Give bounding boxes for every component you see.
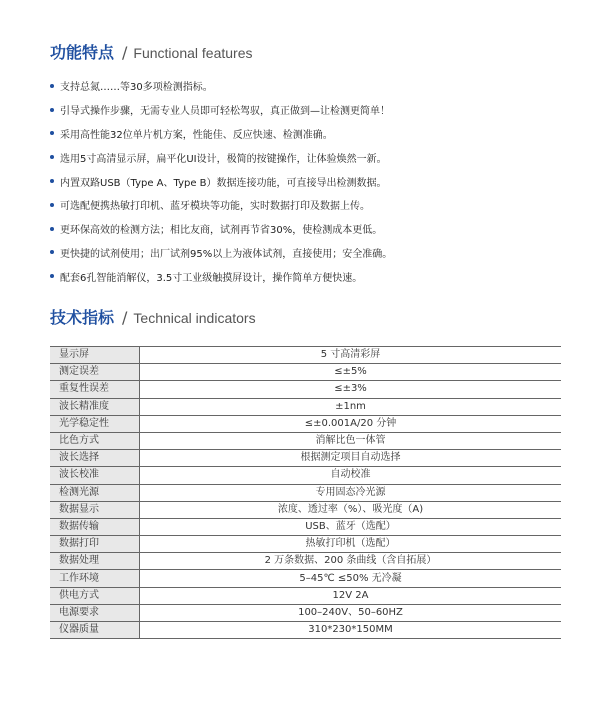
spec-label: 重复性误差: [50, 381, 140, 398]
spec-value: 2 万条数据、200 条曲线（含自拓展）: [140, 553, 562, 570]
features-section-title: [50, 40, 252, 63]
list-item: [50, 98, 392, 122]
spec-label: 波长选择: [50, 450, 140, 467]
spec-label: 显示屏: [50, 347, 140, 364]
spec-value: 5 寸高清彩屏: [140, 347, 562, 364]
bullet-dot-icon: [50, 155, 54, 159]
feature-text: 选用5寸高清显示屏，扁平化UI设计，极简的按键操作，让体验焕然一新。: [60, 153, 387, 165]
feature-text: 更快捷的试剂使用；出厂试剂95%以上为液体试剂，直接使用；安全准确。: [60, 248, 393, 260]
features-list: [50, 74, 392, 288]
features-title-en: Functional features: [133, 45, 253, 61]
spec-table: [50, 346, 561, 639]
spec-value: 专用固态冷光源: [140, 484, 562, 501]
spec-label: 数据传输: [50, 518, 140, 535]
list-item: [50, 169, 392, 193]
spec-label: 数据显示: [50, 501, 140, 518]
bullet-dot-icon: [50, 203, 54, 207]
spec-value: 310*230*150MM: [140, 622, 562, 639]
spec-value: ≤±0.001A/20 分钟: [140, 415, 562, 432]
table-row: [50, 622, 561, 639]
list-item: [50, 74, 392, 98]
bullet-dot-icon: [50, 250, 54, 254]
spec-label: 波长精准度: [50, 398, 140, 415]
spec-value: 100–240V、50–60HZ: [140, 604, 562, 621]
list-item: [50, 241, 392, 265]
technical-title-en: Technical indicators: [133, 310, 256, 326]
spec-value: 热敏打印机（选配）: [140, 536, 562, 553]
spec-value: 浓度、透过率（%）、吸光度（A): [140, 501, 562, 518]
feature-text: 采用高性能32位单片机方案，性能佳、反应快速、检测准确。: [60, 129, 333, 141]
spec-value: 自动校准: [140, 467, 562, 484]
list-item: [50, 145, 392, 169]
bullet-dot-icon: [50, 227, 54, 231]
table-row: [50, 604, 561, 621]
table-row: [50, 347, 561, 364]
feature-text: 配套6孔智能消解仪，3.5寸工业级触摸屏设计，操作简单方便快速。: [60, 272, 363, 284]
spec-value: ±1nm: [140, 398, 562, 415]
spec-label: 比色方式: [50, 432, 140, 449]
list-item: [50, 217, 392, 241]
table-row: [50, 364, 561, 381]
table-row: [50, 398, 561, 415]
feature-text: 支持总氮……等30多项检测指标。: [60, 82, 213, 94]
bullet-dot-icon: [50, 179, 54, 183]
list-item: [50, 122, 392, 146]
feature-text: 更环保高效的检测方法；相比友商，试剂再节省30%，使检测成本更低。: [60, 225, 383, 237]
spec-label: 供电方式: [50, 587, 140, 604]
spec-value: ≤±5%: [140, 364, 562, 381]
spec-label: 电源要求: [50, 604, 140, 621]
bullet-dot-icon: [50, 274, 54, 278]
spec-label: 数据处理: [50, 553, 140, 570]
bullet-dot-icon: [50, 131, 54, 135]
table-row: [50, 467, 561, 484]
feature-text: 内置双路USB（Type A、Type B）数据连接功能，可直接导出检测数据。: [60, 177, 387, 189]
spec-value: ≤±3%: [140, 381, 562, 398]
list-item: [50, 193, 392, 217]
spec-label: 工作环境: [50, 570, 140, 587]
features-title-zh: 功能特点: [50, 43, 115, 62]
table-row: [50, 450, 561, 467]
table-row: [50, 536, 561, 553]
title-divider: /: [122, 43, 128, 62]
spec-value: USB、蓝牙（选配）: [140, 518, 562, 535]
technical-title-zh: 技术指标: [50, 308, 115, 327]
table-row: [50, 570, 561, 587]
table-row: [50, 415, 561, 432]
spec-value: 12V 2A: [140, 587, 562, 604]
table-row: [50, 432, 561, 449]
table-row: [50, 381, 561, 398]
spec-label: 数据打印: [50, 536, 140, 553]
list-item: [50, 264, 392, 288]
spec-value: 5–45℃ ≤50% 无冷凝: [140, 570, 562, 587]
technical-section-title: [50, 305, 256, 328]
spec-label: 波长校准: [50, 467, 140, 484]
table-row: [50, 587, 561, 604]
table-row: [50, 518, 561, 535]
table-row: [50, 484, 561, 501]
table-row: [50, 501, 561, 518]
spec-value: 根据测定项目自动选择: [140, 450, 562, 467]
bullet-dot-icon: [50, 108, 54, 112]
table-row: [50, 553, 561, 570]
spec-label: 测定误差: [50, 364, 140, 381]
spec-label: 检测光源: [50, 484, 140, 501]
spec-value: 消解比色一体管: [140, 432, 562, 449]
feature-text: 引导式操作步骤，无需专业人员即可轻松驾驭，真正做到—让检测更简单！: [60, 106, 390, 118]
spec-label: 仪器质量: [50, 622, 140, 639]
feature-text: 可选配便携热敏打印机、蓝牙模块等功能，实时数据打印及数据上传。: [60, 201, 370, 213]
spec-label: 光学稳定性: [50, 415, 140, 432]
title-divider: /: [122, 308, 128, 327]
bullet-dot-icon: [50, 84, 54, 88]
